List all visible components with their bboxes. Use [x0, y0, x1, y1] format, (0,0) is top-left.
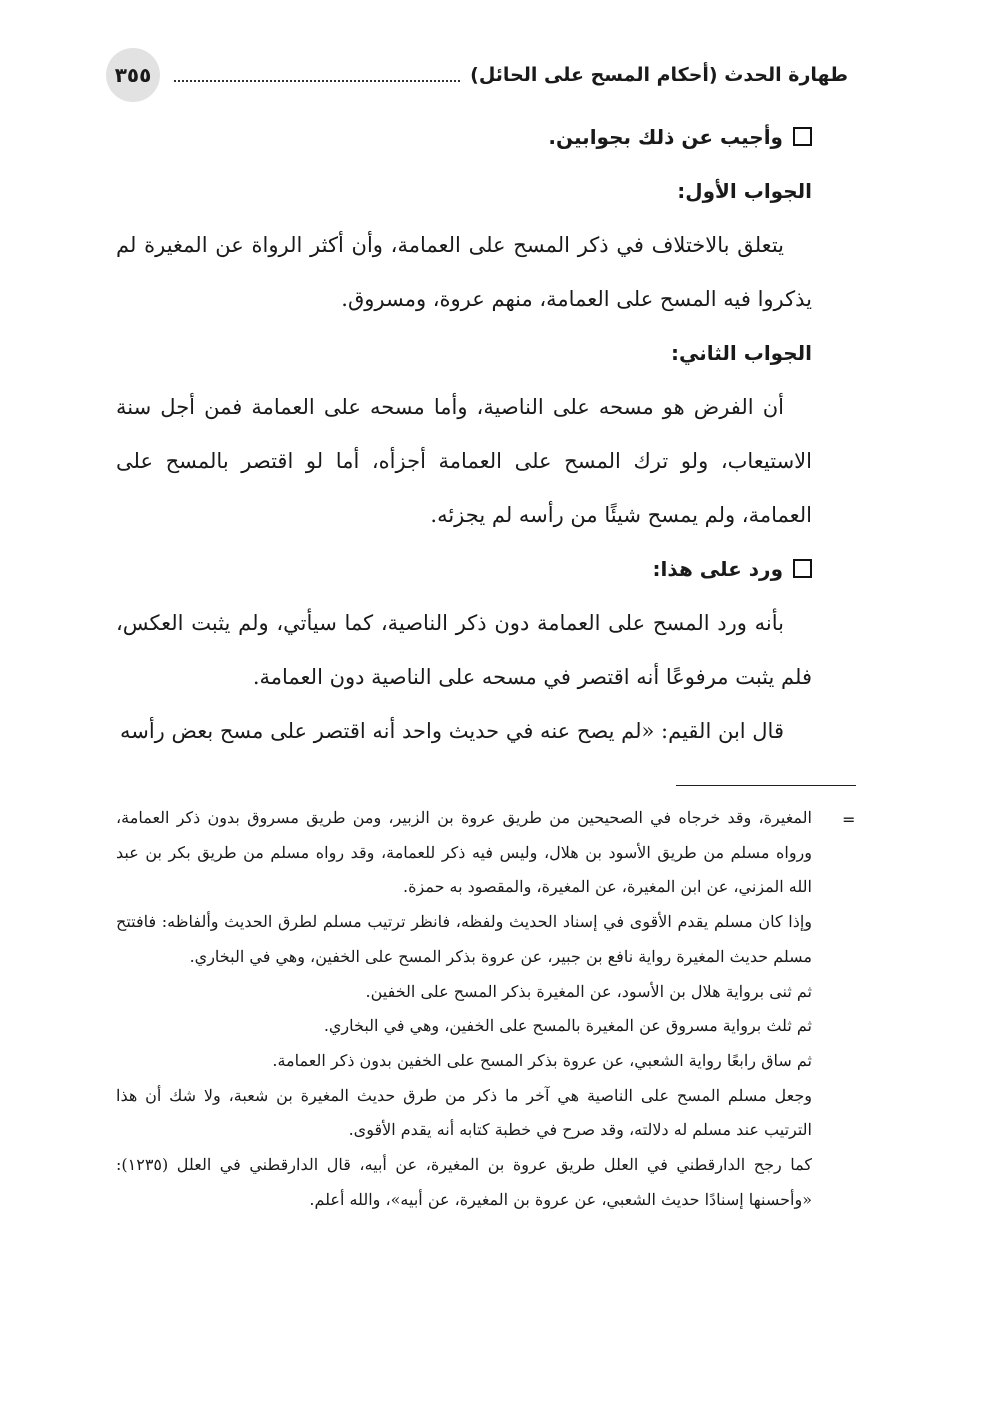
footnote-paragraph: كما رجح الدارقطني في العلل طريق عروة بن المغيرة، عن أبيه، قال الدارقطني في العلل (١٢٣٥): «وأحسنها إسنادًا حديث الشعبي، عن عروة بن المغيرة، عن أبيه»، والله أعلم. — [116, 1155, 812, 1209]
footnote-paragraph: ثم ثلث برواية مسروق عن المغيرة بالمسح على الخفين، وهي في البخاري. — [323, 1016, 812, 1036]
ibn-qayyim-quote: قال ابن القيم: «لم يصح عنه في حديث واحد أنه اقتصر على مسح بعض رأسه — [119, 719, 784, 743]
page-number: ٣٥٥ — [106, 48, 160, 102]
checkbox-square-icon — [793, 127, 812, 146]
second-answer-heading: الجواب الثاني: — [670, 341, 812, 365]
footnote-paragraph: المغيرة، وقد خرجاه في الصحيحين من طريق عروة بن الزبير، ومن طريق مسروق بدون ذكر العمامة، ورواه مسلم من طريق الأسود بن هلال، وليس فيه ذكر للعمامة، وقد رواه مسلم من طريق بكر بن عبد الله المزني، عن ابن المغيرة، عن المغيرة، والمقصود به حمزة. — [116, 808, 812, 897]
checkbox-square-icon — [793, 559, 812, 578]
header-title: طهارة الحدث (أحكام المسح على الحائل) — [470, 64, 848, 86]
main-text — [116, 110, 812, 758]
footnote-paragraph: ثم ثنى برواية هلال بن الأسود، عن المغيرة بذكر المسح على الخفين. — [365, 981, 812, 1001]
footnote-separator — [676, 785, 856, 786]
objection-heading — [116, 542, 812, 596]
second-answer-paragraph: أن الفرض هو مسحه على الناصية، وأما مسحه على العمامة فمن أجل سنة الاستيعاب، ولو ترك المسح على العمامة أجزأه، أما لو اقتصر بالمسح على العمامة، ولم يمسح شيئًا من رأسه لم يجزئه. — [116, 395, 812, 527]
objection-paragraph: بأنه ورد المسح على العمامة دون ذكر الناصية، كما سيأتي، ولم يثبت العكس، فلم يثبت مرفوعًا أنه اقتصر في مسحه على الناصية دون العمامة. — [116, 611, 812, 689]
answer-intro — [116, 110, 812, 164]
header-dotted-leader — [174, 80, 460, 82]
footnotes — [116, 801, 812, 1217]
footnote-paragraph: وإذا كان مسلم يقدم الأقوى في إسناد الحديث ولفظه، فانظر ترتيب مسلم لطرق الحديث وألفاظه: فافتتح مسلم حديث المغيرة رواية نافع بن جبير، عن عروة بذكر المسح على الخفين، وهي في البخاري. — [116, 912, 812, 966]
objection-heading-text: ورد على هذا: — [652, 557, 783, 581]
footnote-continuation-mark: = — [842, 810, 856, 829]
first-answer-heading: الجواب الأول: — [677, 179, 812, 203]
footnote-paragraph: وجعل مسلم المسح على الناصية هي آخر ما ذكر من طرق حديث المغيرة بن شعبة، ولا شك أن هذا الترتيب عند مسلم له دلالته، وقد صرح في خطبة كتابه أنه يقدم الأقوى. — [116, 1085, 812, 1140]
running-header — [106, 50, 848, 100]
footnote-paragraph: ثم ساق رابعًا رواية الشعبي، عن عروة بذكر المسح على الخفين بدون ذكر العمامة. — [272, 1050, 812, 1070]
answer-intro-text: وأجيب عن ذلك بجوابين. — [548, 125, 783, 149]
first-answer-paragraph: يتعلق بالاختلاف في ذكر المسح على العمامة، وأن أكثر الرواة عن المغيرة لم يذكروا فيه المسح على العمامة، منهم عروة، ومسروق. — [116, 233, 812, 311]
